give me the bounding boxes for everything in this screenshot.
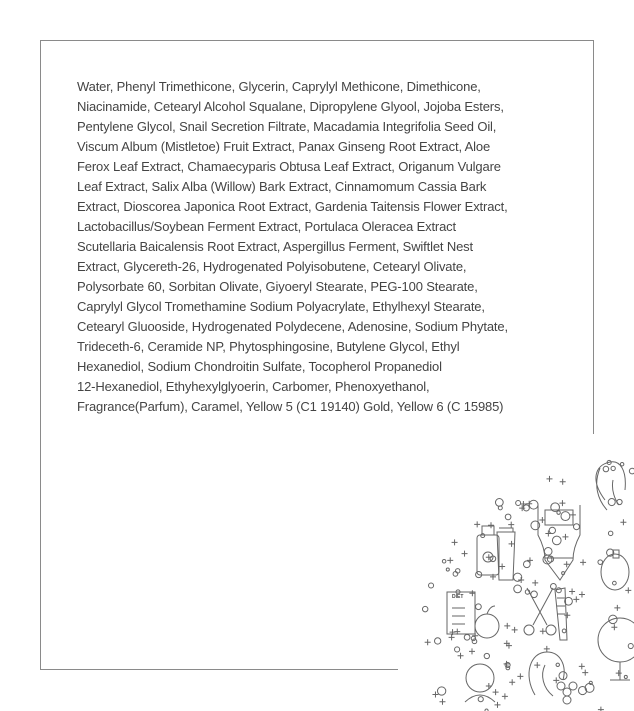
sparkle-mark — [449, 634, 455, 640]
dot-mark — [562, 629, 566, 633]
apple-icon — [475, 606, 499, 638]
sparkle-mark — [545, 531, 551, 537]
sparkle-mark — [562, 534, 568, 540]
dot-mark — [574, 524, 580, 530]
sparkle-mark — [508, 522, 514, 528]
sparkle-mark — [447, 557, 453, 563]
sparkle-mark — [509, 679, 515, 685]
sparkle-mark — [573, 596, 579, 602]
frame-border-right — [593, 40, 594, 434]
sparkle-mark — [620, 519, 626, 525]
flower-icon — [557, 682, 577, 704]
dot-mark — [478, 697, 483, 702]
swimsuit-body-icon — [538, 505, 580, 580]
cosmetic-bottle-icon — [477, 526, 499, 575]
sparkle-mark — [452, 539, 458, 545]
sparkle-mark — [598, 707, 604, 711]
sparkle-mark — [462, 551, 468, 557]
dot-mark — [495, 499, 503, 507]
sparkle-mark — [534, 662, 540, 668]
dot-mark — [544, 547, 552, 555]
sparkle-mark — [539, 517, 545, 523]
sparkle-mark — [560, 479, 566, 485]
dot-mark — [437, 687, 445, 695]
dot-mark — [549, 527, 555, 533]
sparkle-mark — [469, 648, 475, 654]
sparkle-mark — [564, 612, 570, 618]
ingredients-line: Water, Phenyl Trimethicone, Glycerin, Caprylyl Methicone, Dimethicone, — [77, 79, 481, 94]
ingredients-line: Caprylyl Glycol Tromethamine Sodium Polyacrylate, Ethylhexyl Stearate, — [77, 299, 485, 314]
dot-mark — [628, 644, 633, 649]
ingredients-line: 12-Hexanediol, Ethyhexylglyoerin, Carbomer, Phenoxyethanol, — [77, 379, 430, 394]
sparkle-mark — [469, 590, 475, 596]
sparkle-mark — [425, 639, 431, 645]
dot-mark — [608, 499, 615, 506]
dot-mark — [429, 583, 434, 588]
sparkle-mark — [518, 577, 524, 583]
sparkle-mark — [532, 580, 538, 586]
perfume-icon — [601, 550, 629, 590]
ingredients-line: Cetearyl Gluooside, Hydrogenated Polydecene, Adenosine, Sodium Phytate, — [77, 319, 508, 334]
ingredients-line: Ferox Leaf Extract, Chamaecyparis Obtusa Leaf Extract, Origanum Vulgare — [77, 159, 501, 174]
sparkle-mark — [579, 592, 585, 598]
dot-mark — [422, 606, 427, 611]
dot-mark — [481, 534, 485, 538]
ingredients-line: Pentylene Glycol, Snail Secretion Filtrate, Macadamia Integrifolia Seed Oil, — [77, 119, 497, 134]
dot-mark — [476, 604, 482, 610]
sparkle-mark — [544, 646, 550, 652]
sparkle-mark — [509, 541, 515, 547]
sparkle-mark — [579, 663, 585, 669]
sparkle-mark — [502, 693, 508, 699]
dot-mark — [608, 531, 612, 535]
sparkle-mark — [611, 624, 617, 630]
sparkle-mark — [512, 627, 518, 633]
sparkle-mark — [494, 702, 500, 708]
dot-mark — [505, 514, 511, 520]
dot-mark — [603, 466, 609, 472]
dot-mark — [611, 466, 615, 470]
sparkle-mark — [616, 670, 622, 676]
dot-mark — [624, 675, 627, 678]
ingredients-line: Scutellaria Baicalensis Root Extract, Aspergillus Ferment, Swiftlet Nest — [77, 239, 473, 254]
dot-mark — [552, 536, 561, 545]
diet-label: DIET — [452, 594, 464, 600]
ingredients-line: Extract, Dioscorea Japonica Root Extract, Gardenia Taitensis Flower Extract, — [77, 199, 508, 214]
sparkle-mark — [582, 670, 588, 676]
sparkle-mark — [474, 521, 480, 527]
sparkle-mark — [569, 588, 575, 594]
ingredients-line: Leaf Extract, Salix Alba (Willow) Bark Extract, Cinnamomum Cassia Bark — [77, 179, 487, 194]
sparkle-mark — [499, 564, 505, 570]
sparkle-mark — [493, 689, 499, 695]
dot-mark — [523, 561, 530, 568]
dot-mark — [529, 500, 538, 509]
sparkle-mark — [614, 605, 620, 611]
sparkle-mark — [486, 554, 492, 560]
scissors-icon — [524, 588, 556, 635]
decorative-dots — [422, 460, 634, 711]
sparkle-mark — [540, 628, 546, 634]
ingredients-list — [77, 77, 577, 417]
ingredients-line: Extract, Glycereth-26, Hydrogenated Polyisobutene, Cetearyl Olivate, — [77, 259, 467, 274]
cream-tube-icon — [497, 528, 515, 580]
dot-mark — [446, 568, 449, 571]
ingredients-line: Niacinamide, Cetearyl Alcohol Squalane, Dipropylene Glyool, Jojoba Esters, — [77, 99, 504, 114]
sparkle-mark — [559, 500, 565, 506]
dot-mark — [484, 653, 489, 658]
dot-mark — [435, 638, 441, 644]
dot-mark — [629, 468, 634, 474]
dot-mark — [598, 560, 603, 565]
ingredients-line: Lactobacillus/Soybean Ferment Extract, Portulaca Oleracea Extract — [77, 219, 456, 234]
dot-mark — [613, 581, 617, 585]
beauty-illustration — [395, 440, 634, 711]
sparkle-mark — [488, 522, 494, 528]
frame-border-top — [40, 40, 593, 41]
dot-mark — [442, 559, 446, 563]
dot-mark — [550, 584, 556, 590]
frame-border-left — [40, 40, 41, 670]
dot-mark — [464, 634, 470, 640]
dot-mark — [455, 647, 460, 652]
dot-mark — [561, 512, 570, 521]
ingredients-line: Hexanediol, Sodium Chondroitin Sulfate, Tocopherol Propanediol — [77, 359, 442, 374]
sparkle-mark — [546, 476, 552, 482]
sparkle-mark — [625, 587, 631, 593]
sparkle-mark — [458, 653, 464, 659]
sparkle-mark — [504, 623, 510, 629]
sparkle-mark — [517, 673, 523, 679]
dot-mark — [556, 663, 559, 666]
sparkle-mark — [580, 559, 586, 565]
ingredients-line: Polysorbate 60, Sorbitan Olivate, Giyoeryl Stearate, PEG-100 Stearate, — [77, 279, 478, 294]
ingredients-line: Fragrance(Parfum), Caramel, Yellow 5 (C1 19140) Gold, Yellow 6 (C 15985) — [77, 399, 504, 414]
sparkle-mark — [439, 699, 445, 705]
dot-mark — [514, 585, 522, 593]
dot-mark — [516, 501, 521, 506]
frame-border-bottom — [40, 669, 398, 670]
ingredients-line: Trideceth-6, Ceramide NP, Phytosphingosine, Butylene Glycol, Ethyl — [77, 339, 460, 354]
dot-mark — [472, 639, 477, 644]
ingredients-line: Viscum Album (Mistletoe) Fruit Extract, Panax Ginseng Root Extract, Aloe — [77, 139, 491, 154]
